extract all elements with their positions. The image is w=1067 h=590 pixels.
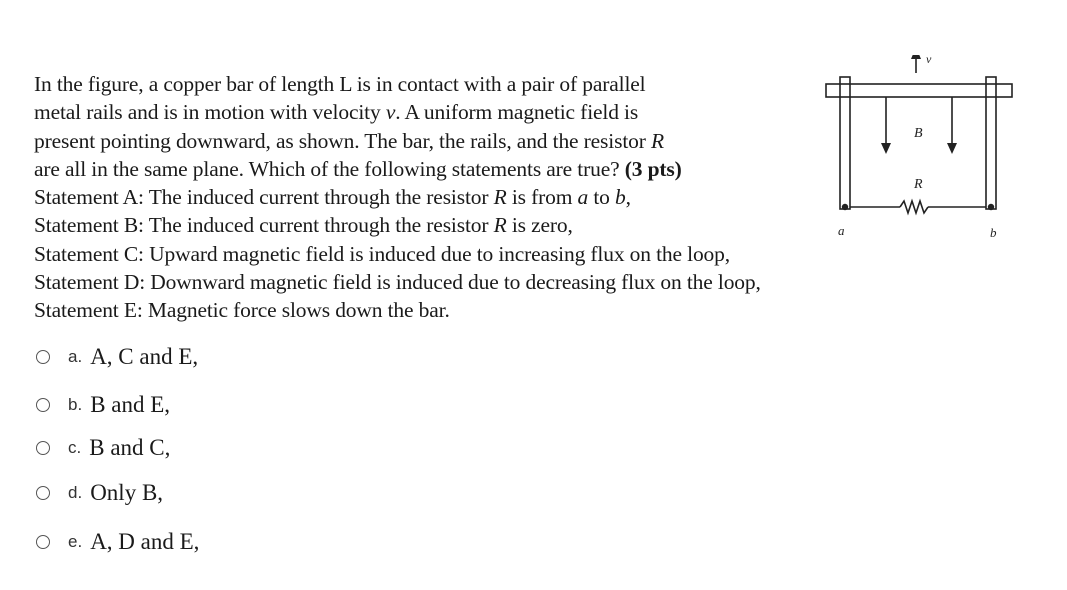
radio-button[interactable] [36,398,50,412]
radio-button[interactable] [36,350,50,364]
terminal-b-dot [988,204,994,210]
copper-bar [826,84,1012,97]
statement-d: Statement D: Downward magnetic field is induced due to decreasing flux on the loop, [34,270,761,295]
velocity-arrowhead-icon [911,55,921,59]
terminal-a-dot [842,204,848,210]
radio-button[interactable] [36,535,50,549]
question-line-1: In the figure, a copper bar of length L is in contact with a pair of parallel [34,72,646,96]
label-b: b [990,225,997,240]
question-line-2: metal rails and is in motion with velocity v. A uniform magnetic field is [34,100,639,125]
label-v: v [926,55,932,66]
statement-a: Statement A: The induced current through the resistor R is from a to b, [34,185,631,210]
option-a[interactable]: a. A, C and E, [36,344,198,370]
option-e[interactable]: e. A, D and E, [36,529,199,555]
field-arrowhead-left-icon [881,143,891,154]
question-line-4: are all in the same plane. Which of the following statements are true? (3 pts) [34,156,682,181]
rail-circuit-figure [820,55,1020,245]
radio-button[interactable] [36,486,50,500]
statement-c: Statement C: Upward magnetic field is induced due to increasing flux on the loop, [34,241,730,266]
resistor-zigzag [900,201,928,213]
label-R: R [914,177,923,192]
label-a: a [838,223,845,238]
option-c[interactable]: c. B and C, [36,435,170,461]
radio-button[interactable] [36,441,50,455]
field-arrowhead-right-icon [947,143,957,154]
question-line-3: present pointing downward, as shown. The bar, the rails, and the resistor R [34,128,664,153]
statement-b: Statement B: The induced current through the resistor R is zero, [34,213,573,238]
question-text [34,70,894,325]
option-d[interactable]: d. Only B, [36,480,163,506]
statement-e: Statement E: Magnetic force slows down the bar. [34,298,450,323]
option-b[interactable]: b. B and E, [36,392,170,418]
label-B: B [914,126,923,141]
